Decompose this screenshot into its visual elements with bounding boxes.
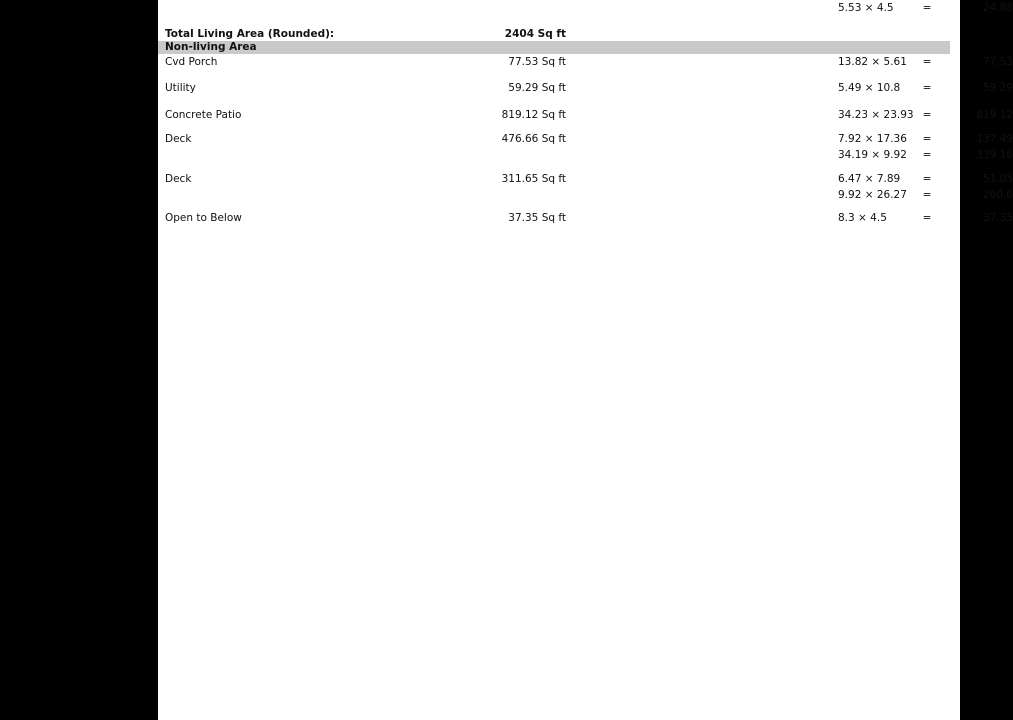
calculation-expression: 6.47 × 7.89 <box>838 173 901 185</box>
calculation-value: 137.49 <box>976 133 1013 145</box>
row-area: 37.35 Sq ft <box>508 212 566 224</box>
section-header-band <box>158 41 950 54</box>
calculation-expression: 5.49 × 10.8 <box>838 82 901 94</box>
total-living-area-value: 2404 Sq ft <box>504 28 566 40</box>
calculation-group <box>818 56 1013 72</box>
area-calculation-sheet <box>158 0 1013 720</box>
calculation-expression: 34.23 × 23.93 <box>838 109 914 121</box>
calculation-value: 59.29 <box>982 82 1013 94</box>
calculation-value: 37.35 <box>982 212 1013 224</box>
equals-sign: = <box>922 149 932 161</box>
calculation-group <box>818 133 1013 165</box>
calculation-expression: 7.92 × 17.36 <box>838 133 907 145</box>
calculation-value: 51.05 <box>982 173 1013 185</box>
equals-sign: = <box>922 133 932 145</box>
calculation-line <box>818 82 1013 98</box>
calculation-group <box>818 82 1013 98</box>
row-area: 819.12 Sq ft <box>501 109 566 121</box>
calculation-line <box>818 149 1013 165</box>
row-area: 77.53 Sq ft <box>508 56 566 68</box>
equals-sign: = <box>922 56 932 68</box>
row-area: 59.29 Sq ft <box>508 82 566 94</box>
calculation-line <box>818 56 1013 72</box>
calculation-group <box>818 212 1013 228</box>
row-label: Cvd Porch <box>165 56 218 68</box>
calculation-expression: 5.53 × 4.5 <box>838 2 894 14</box>
non-living-area-header <box>158 41 960 54</box>
row-label: Utility <box>165 82 196 94</box>
equals-sign: = <box>922 173 932 185</box>
calculation-line <box>818 2 1013 18</box>
calculation-expression: 8.3 × 4.5 <box>838 212 887 224</box>
calculation-expression: 34.19 × 9.92 <box>838 149 907 161</box>
calculation-group <box>818 2 1013 18</box>
calculation-line <box>818 189 1013 205</box>
document-page <box>158 0 1013 720</box>
row-label: Deck <box>165 133 192 145</box>
equals-sign: = <box>922 109 932 121</box>
calculation-value: 77.53 <box>982 56 1013 68</box>
calculation-line <box>818 173 1013 189</box>
calculation-value: 260.6 <box>982 189 1013 201</box>
row-area: 311.65 Sq ft <box>501 173 566 185</box>
equals-sign: = <box>922 212 932 224</box>
row-label: Open to Below <box>165 212 242 224</box>
row-label: Concrete Patio <box>165 109 242 121</box>
equals-sign: = <box>922 2 932 14</box>
calculation-value: 819.12 <box>976 109 1013 121</box>
calculation-expression: 13.82 × 5.61 <box>838 56 907 68</box>
equals-sign: = <box>922 82 932 94</box>
equals-sign: = <box>922 189 932 201</box>
row-area: 476.66 Sq ft <box>501 133 566 145</box>
calculation-line <box>818 212 1013 228</box>
calculation-expression: 9.92 × 26.27 <box>838 189 907 201</box>
total-living-area-label: Total Living Area (Rounded): <box>165 28 335 40</box>
non-living-area-label: Non-living Area <box>165 41 257 53</box>
calculation-group <box>818 173 1013 205</box>
calculation-line <box>818 133 1013 149</box>
calculation-value: 24.88 <box>982 2 1013 14</box>
calculation-value: 339.16 <box>976 149 1013 161</box>
calculation-group <box>818 109 1013 125</box>
calculation-line <box>818 109 1013 125</box>
row-label: Deck <box>165 173 192 185</box>
